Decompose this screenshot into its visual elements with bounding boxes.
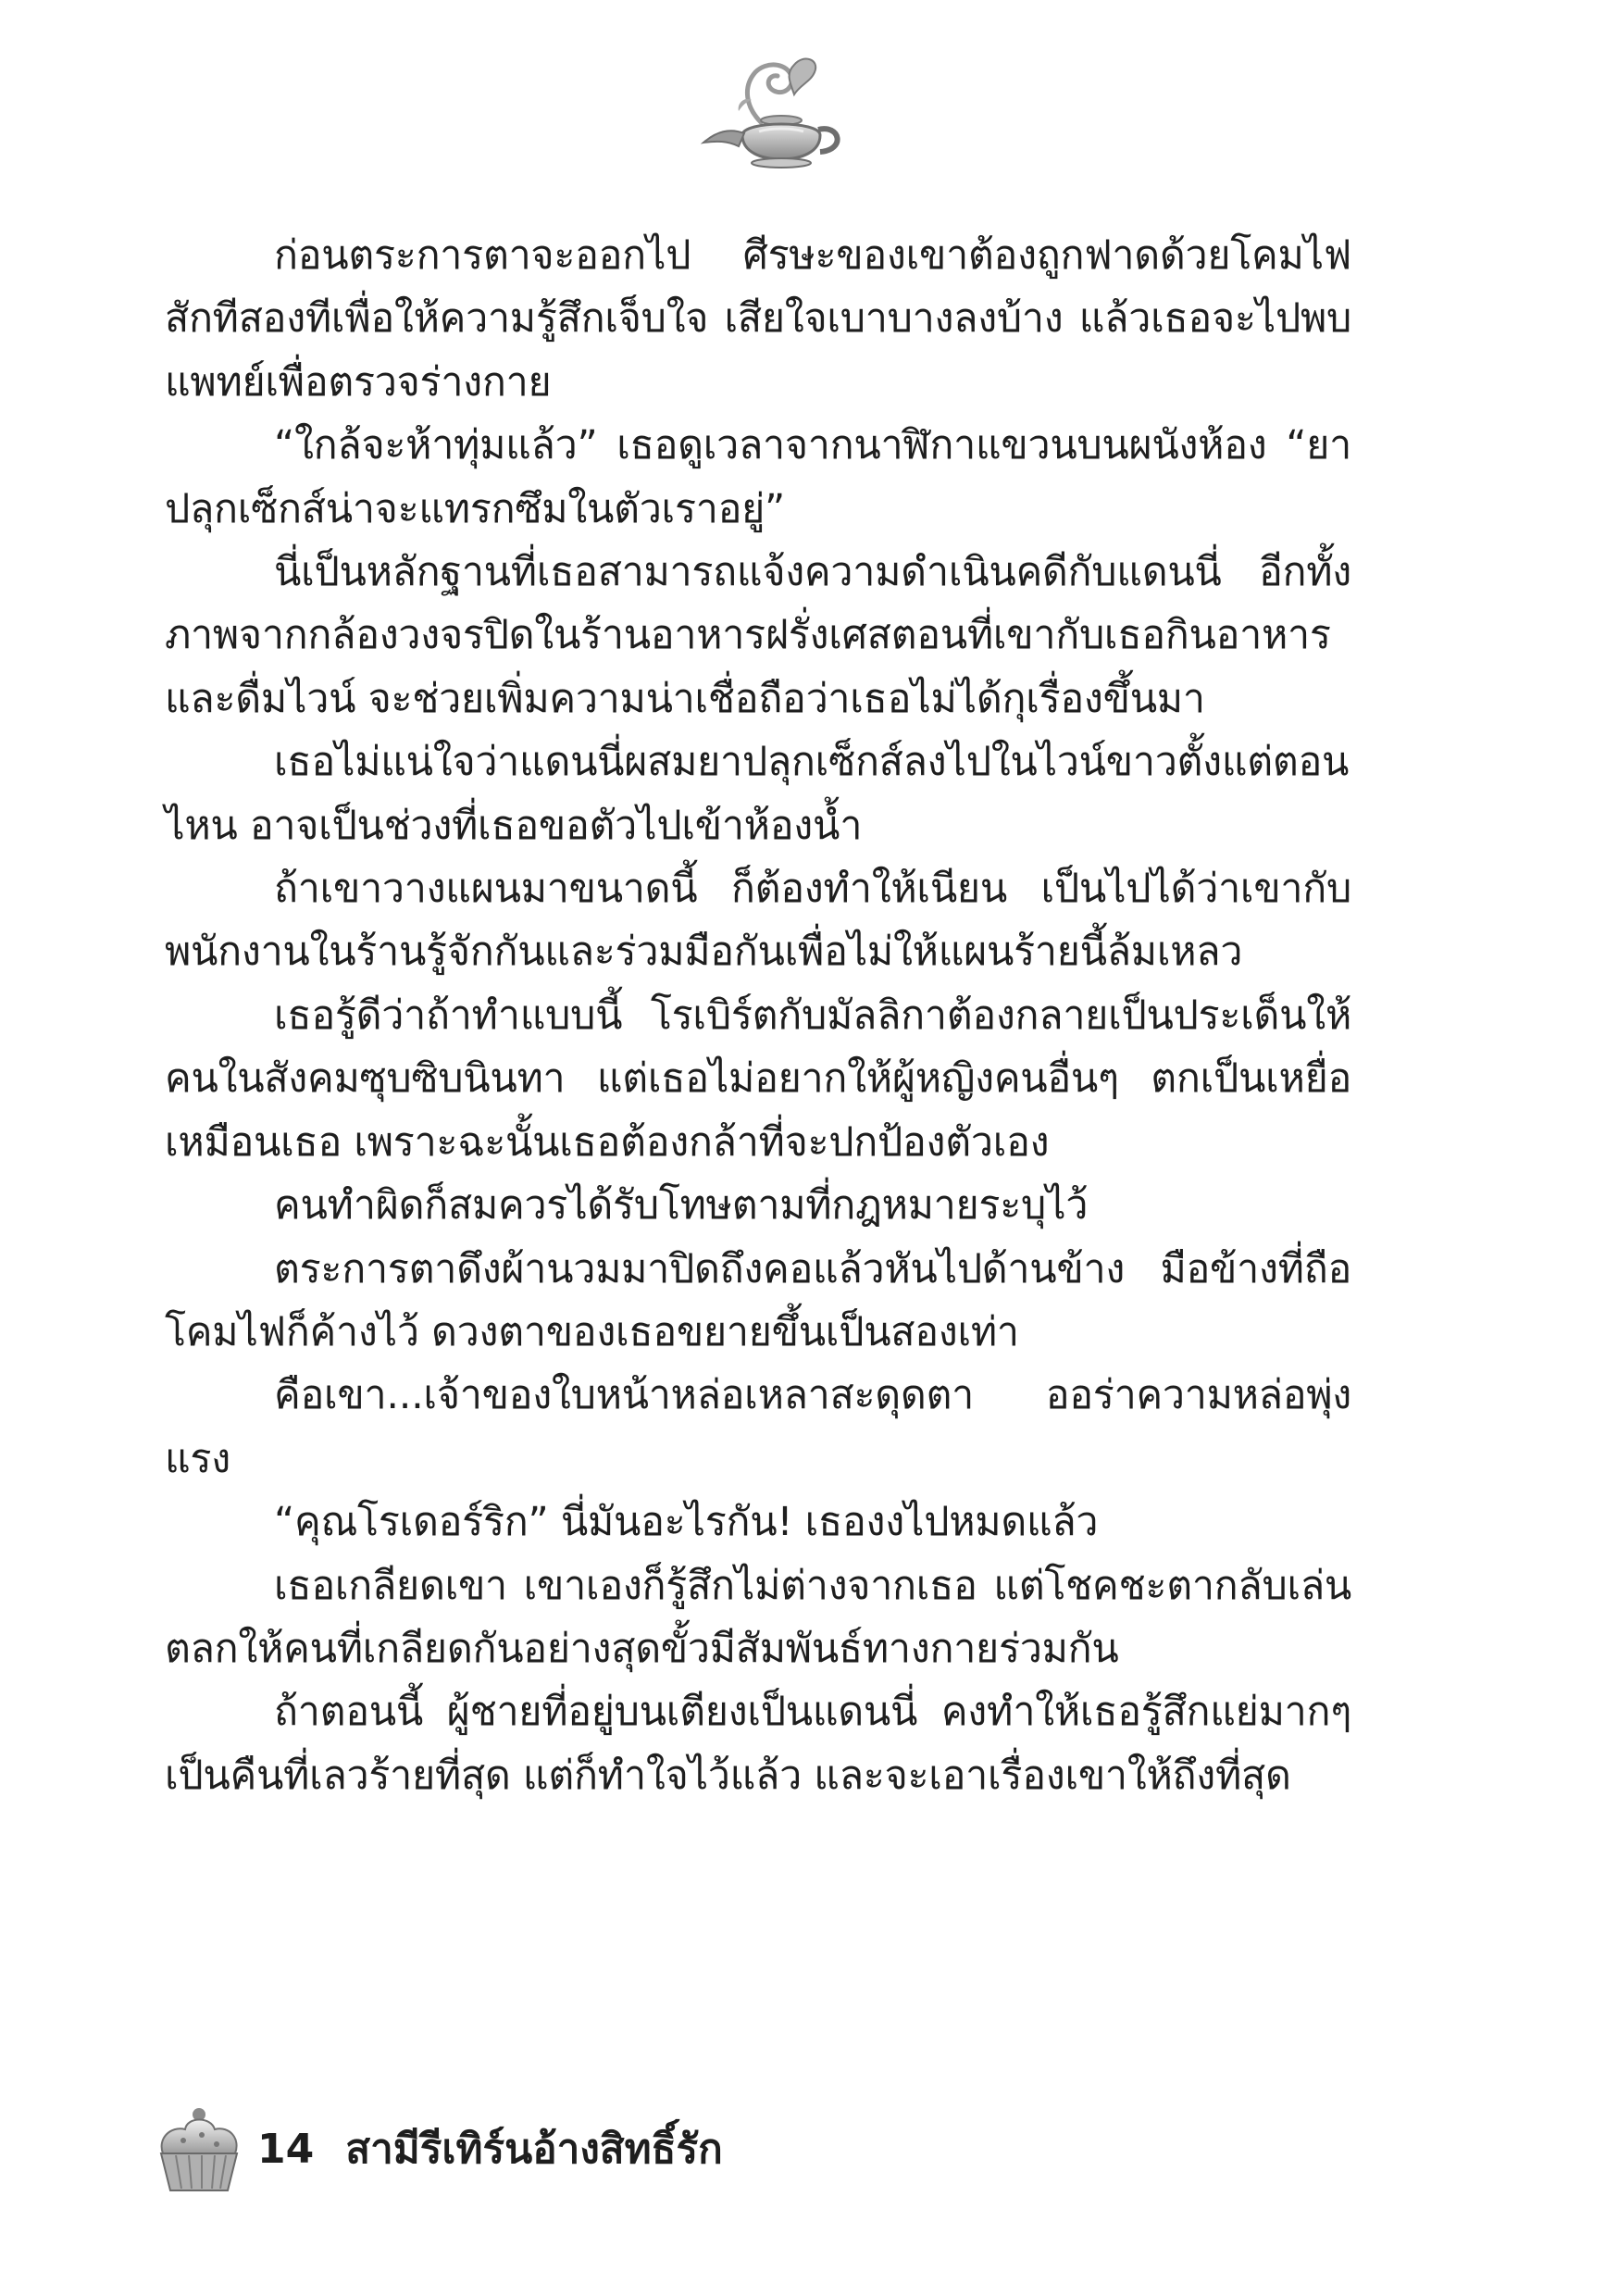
- paragraph: คือเขา...เจ้าของใบหน้าหล่อเหลาสะดุดตา ออร่าความหล่อพุ่งแรง: [165, 1372, 1351, 1482]
- paragraph: ถ้าเขาวางแผนมาขนาดนี้ ก็ต้องทำให้เนียน เป็นไปได้ว่าเขากับพนักงานในร้านรู้จักกันและร่วมมือกันเพื่อไม่ให้แผนร้ายนี้ล้มเหลว: [165, 866, 1351, 976]
- page-number: 14: [257, 2125, 315, 2173]
- paragraph: เธอรู้ดีว่าถ้าทำแบบนี้ โรเบิร์ตกับมัลลิกาต้องกลายเป็นประเด็นให้คนในสังคมซุบซิบนินทา แต่เธอไม่อยากให้ผู้หญิงคนอื่นๆ ตกเป็นเหยื่อเหมือนเธอ เพราะฉะนั้นเธอต้องกล้าที่จะปกป้องตัวเอง: [165, 992, 1351, 1166]
- paragraph: “ใกล้จะห้าทุ่มแล้ว” เธอดูเวลาจากนาฬิกาแขวนบนผนังห้อง “ยาปลุกเซ็กส์น่าจะแทรกซึมในตัวเราอยู่”: [165, 422, 1351, 532]
- cupcake-icon: [148, 2098, 250, 2200]
- book-title: สามีรีเทิร์นอ้างสิทธิ์รัก: [345, 2126, 723, 2173]
- paragraph: “คุณโรเดอร์ริก” นี่มันอะไรกัน! เธองงไปหมดแล้ว: [274, 1499, 1099, 1546]
- paragraph: เธอไม่แน่ใจว่าแดนนี่ผสมยาปลุกเซ็กส์ลงไปในไวน์ขาวตั้งแต่ตอนไหน อาจเป็นช่วงที่เธอขอตัวไปเข้าห้องน้ำ: [165, 739, 1350, 849]
- body-text: [165, 224, 1351, 1807]
- page-footer: [148, 2098, 723, 2200]
- teapot-with-swirl-icon: [685, 54, 861, 174]
- paragraph: คนทำผิดก็สมควรได้รับโทษตามที่กฎหมายระบุไว้: [274, 1182, 1089, 1229]
- paragraph: ก่อนตระการตาจะออกไป ศีรษะของเขาต้องถูกฟาดด้วยโคมไฟสักทีสองทีเพื่อให้ความรู้สึกเจ็บใจ เสียใจเบาบางลงบ้าง แล้วเธอจะไปพบแพทย์เพื่อตรวจร่างกาย: [165, 232, 1351, 406]
- paragraph: ตระการตาดึงผ้านวมมาปิดถึงคอแล้วหันไปด้านข้าง มือข้างที่ถือโคมไฟก็ค้างไว้ ดวงตาของเธอขยายขึ้นเป็นสองเท่า: [165, 1245, 1351, 1355]
- paragraph: เธอเกลียดเขา เขาเองก็รู้สึกไม่ต่างจากเธอ แต่โชคชะตากลับเล่นตลกให้คนที่เกลียดกันอย่างสุดขั้วมีสัมพันธ์ทางกายร่วมกัน: [165, 1562, 1351, 1672]
- paragraph: นี่เป็นหลักฐานที่เธอสามารถแจ้งความดำเนินคดีกับแดนนี่ อีกทั้งภาพจากกล้องวงจรปิดในร้านอาหารฝรั่งเศสตอนที่เขากับเธอกินอาหารและดื่มไวน์ จะช่วยเพิ่มความน่าเชื่อถือว่าเธอไม่ได้กุเรื่องขึ้นมา: [165, 549, 1351, 722]
- paragraph: ถ้าตอนนี้ ผู้ชายที่อยู่บนเตียงเป็นแดนนี่ คงทำให้เธอรู้สึกแย่มากๆ เป็นคืนที่เลวร้ายที่สุด แต่ก็ทำใจไว้แล้ว และจะเอาเรื่องเขาให้ถึงที่สุด: [165, 1689, 1351, 1799]
